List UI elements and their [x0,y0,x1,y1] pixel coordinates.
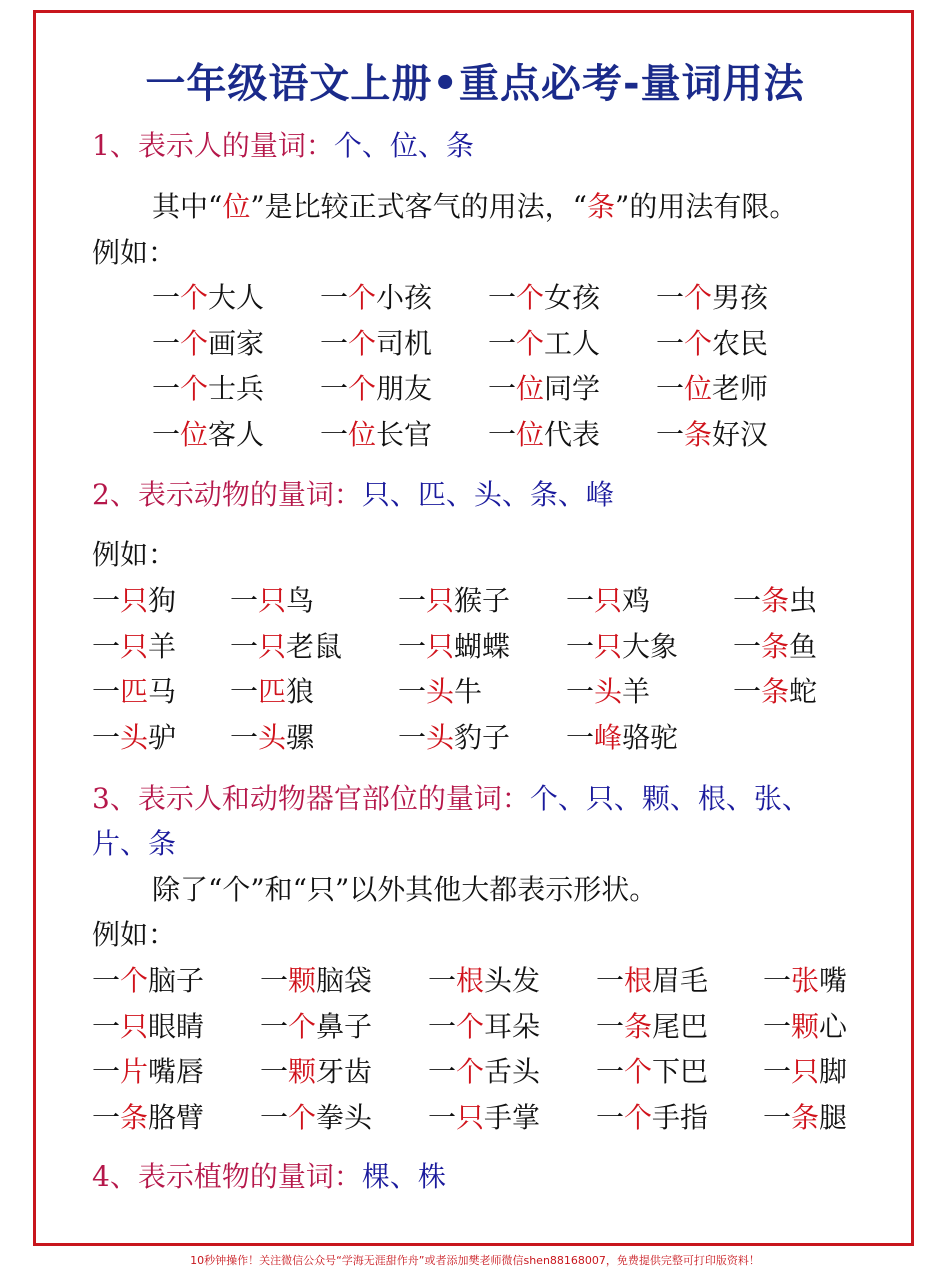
noun: 长官 [376,417,433,451]
numeral: 一 [763,1100,792,1134]
section-1-example-label: 例如： [92,236,177,269]
example-item [260,964,373,997]
page-title: 一年级语文上册•重点必考-量词用法 [145,61,805,107]
example-item [230,629,343,663]
measure-word: 个 [456,1009,485,1043]
numeral: 一 [92,1055,121,1088]
example-item [656,326,769,360]
measure-word: 位 [180,417,209,451]
numeral: 一 [596,1100,625,1134]
numeral: 一 [596,1009,625,1043]
example-item [656,281,769,314]
measure-word: 只 [594,629,623,663]
measure-word: 个 [516,281,545,314]
numeral: 一 [596,964,625,997]
example-item [92,1100,205,1134]
noun: 耳朵 [484,1009,541,1043]
measure-word: 只 [594,584,623,617]
measure-word: 只 [426,584,455,617]
section-1-label: 1、表示人的量词： [92,129,334,162]
numeral: 一 [320,281,349,314]
example-item [230,720,315,754]
noun: 胳臂 [148,1100,205,1134]
example-item [152,281,265,314]
measure-word: 个 [348,326,377,360]
noun: 嘴 [819,964,848,997]
noun: 工人 [544,326,601,360]
example-item [566,675,651,708]
example-item [320,326,433,360]
numeral: 一 [566,629,595,663]
example-item [92,629,177,663]
measure-word: 匹 [120,675,149,708]
measure-word: 片 [120,1055,149,1088]
example-item [152,326,265,360]
measure-word: 个 [348,372,377,405]
measure-word: 个 [120,964,149,997]
numeral: 一 [428,964,457,997]
example-item [260,1100,373,1134]
numeral: 一 [488,281,517,314]
section-3-label: 3、表示人和动物器官部位的量词： [92,782,530,815]
example-item [596,1055,709,1088]
section-1-note: 其中“位”是比较正式客气的用法，“条”的用法有限。 [152,190,798,223]
example-item [260,1055,373,1088]
measure-word: 根 [624,964,653,997]
measure-word: 只 [791,1055,820,1088]
measure-word: 只 [258,629,287,663]
measure-word: 张 [791,964,820,997]
measure-word: 个 [180,372,209,405]
example-item [656,372,769,405]
noun: 好汉 [712,417,769,451]
numeral: 一 [488,326,517,360]
numeral: 一 [152,372,181,405]
section-2-label: 2、表示动物的量词： [92,478,362,511]
example-item [92,1055,205,1088]
measure-word: 只 [258,584,287,617]
example-item [92,964,205,997]
numeral: 一 [398,675,427,708]
example-item [92,584,177,617]
noun: 鸟 [286,584,315,617]
example-item [320,372,433,405]
numeral: 一 [733,584,762,617]
measure-word: 个 [684,281,713,314]
numeral: 一 [596,1055,625,1088]
example-item [92,675,177,708]
numeral: 一 [260,1009,289,1043]
numeral: 一 [398,720,427,754]
noun: 鱼 [789,629,818,663]
numeral: 一 [656,417,685,451]
example-item [763,1055,848,1088]
noun: 小孩 [376,281,433,314]
noun: 同学 [544,372,601,405]
numeral: 一 [733,675,762,708]
numeral: 一 [230,720,259,754]
noun: 豹子 [454,720,511,754]
section-2-measure-words: 只、匹、头、条、峰 [361,478,614,511]
measure-word: 头 [258,720,287,754]
measure-word: 个 [624,1055,653,1088]
measure-word: 个 [624,1100,653,1134]
example-item [230,584,315,617]
noun: 士兵 [208,372,265,405]
noun: 马 [148,675,177,708]
example-item [398,584,511,617]
measure-word: 个 [180,326,209,360]
noun: 男孩 [712,281,769,314]
example-item [566,584,651,617]
measure-word: 位 [684,372,713,405]
numeral: 一 [92,964,121,997]
noun: 大人 [208,281,265,314]
example-item [92,1009,205,1043]
measure-word: 只 [120,1009,149,1043]
numeral: 一 [428,1055,457,1088]
noun: 牙齿 [316,1055,373,1088]
example-item [398,675,483,708]
example-item [230,675,315,708]
section-2-heading [92,478,614,511]
numeral: 一 [92,675,121,708]
numeral: 一 [320,372,349,405]
numeral: 一 [763,1009,792,1043]
measure-word: 头 [594,675,623,708]
example-item [488,372,601,405]
noun: 脑袋 [316,964,373,997]
noun: 脚 [819,1055,848,1088]
noun: 代表 [544,417,601,451]
note-word-tiao: 条 [586,190,615,223]
measure-word: 条 [791,1100,820,1134]
section-3-measure-words: 个、只、颗、根、张、 [529,782,810,815]
noun: 虫 [789,584,818,617]
measure-word: 个 [684,326,713,360]
measure-word: 条 [684,417,713,451]
example-item [320,417,433,451]
noun: 鸡 [622,584,651,617]
numeral: 一 [398,629,427,663]
example-item [763,1009,848,1043]
noun: 客人 [208,417,265,451]
noun: 心 [819,1009,848,1043]
measure-word: 只 [120,629,149,663]
noun: 脑子 [148,964,205,997]
noun: 手指 [652,1100,709,1134]
example-item [596,964,709,997]
numeral: 一 [230,629,259,663]
section-3-measure-words-cont: 片、条 [92,827,177,860]
noun: 蝴蝶 [454,629,511,663]
example-item [656,417,769,451]
noun: 头发 [484,964,541,997]
numeral: 一 [152,281,181,314]
numeral: 一 [230,584,259,617]
example-item [488,417,601,451]
numeral: 一 [763,964,792,997]
section-3-note: 除了“个”和“只”以外其他大都表示形状。 [152,873,658,906]
numeral: 一 [656,281,685,314]
example-item [763,1100,848,1134]
numeral: 一 [428,1009,457,1043]
noun: 拳头 [316,1100,373,1134]
section-4-label: 4、表示植物的量词： [92,1160,362,1193]
noun: 骆驼 [622,720,679,754]
footer-note: 10秒钟操作！关注微信公众号“学海无涯甜作舟”或者添加樊老师微信shen88168007，免费提供完整可打印版资料！ [190,1254,760,1267]
numeral: 一 [260,964,289,997]
example-item [733,584,818,617]
noun: 羊 [148,629,177,663]
noun: 手掌 [484,1100,541,1134]
numeral: 一 [733,629,762,663]
measure-word: 头 [426,720,455,754]
example-item [428,1100,541,1134]
measure-word: 个 [516,326,545,360]
measure-word: 匹 [258,675,287,708]
numeral: 一 [92,720,121,754]
noun: 老师 [712,372,769,405]
numeral: 一 [398,584,427,617]
numeral: 一 [566,720,595,754]
numeral: 一 [92,629,121,663]
numeral: 一 [92,584,121,617]
example-item [398,720,511,754]
numeral: 一 [320,326,349,360]
numeral: 一 [320,417,349,451]
noun: 驴 [148,720,177,754]
measure-word: 个 [288,1009,317,1043]
noun: 司机 [376,326,433,360]
example-item [488,326,601,360]
measure-word: 只 [456,1100,485,1134]
measure-word: 条 [761,675,790,708]
noun: 尾巴 [652,1009,709,1043]
measure-word: 个 [180,281,209,314]
numeral: 一 [763,1055,792,1088]
measure-word: 颗 [288,964,317,997]
example-item [92,720,177,754]
noun: 眉毛 [652,964,709,997]
noun: 朋友 [376,372,433,405]
measure-word: 位 [516,417,545,451]
section-2-example-label: 例如： [92,538,177,571]
example-item [596,1009,709,1043]
example-item [320,281,433,314]
section-1-heading [92,129,474,162]
noun: 骡 [286,720,315,754]
measure-word: 条 [624,1009,653,1043]
numeral: 一 [428,1100,457,1134]
note-word-wei: 位 [222,190,251,223]
numeral: 一 [92,1100,121,1134]
example-item [428,964,541,997]
section-1-measure-words: 个、位、条 [333,129,474,162]
example-item [566,629,679,663]
example-item [152,417,265,451]
example-item [152,372,265,405]
example-item [566,720,679,754]
numeral: 一 [566,584,595,617]
numeral: 一 [488,372,517,405]
section-4-heading [92,1160,446,1193]
section-3-example-label: 例如： [92,918,177,951]
example-item [733,675,818,708]
noun: 舌头 [484,1055,541,1088]
numeral: 一 [656,326,685,360]
measure-word: 条 [761,629,790,663]
noun: 画家 [208,326,265,360]
noun: 下巴 [652,1055,709,1088]
example-item [260,1009,373,1043]
measure-word: 峰 [594,720,623,754]
noun: 狗 [148,584,177,617]
example-item [428,1055,541,1088]
noun: 羊 [622,675,651,708]
section-3-heading [92,782,810,815]
measure-word: 颗 [791,1009,820,1043]
noun: 狼 [286,675,315,708]
noun: 牛 [454,675,483,708]
measure-word: 头 [120,720,149,754]
noun: 老鼠 [286,629,343,663]
example-item [488,281,601,314]
example-item [398,629,511,663]
example-item [733,629,818,663]
numeral: 一 [230,675,259,708]
noun: 眼睛 [148,1009,205,1043]
numeral: 一 [260,1055,289,1088]
numeral: 一 [656,372,685,405]
example-item [428,1009,541,1043]
measure-word: 只 [120,584,149,617]
noun: 女孩 [544,281,601,314]
numeral: 一 [488,417,517,451]
measure-word: 根 [456,964,485,997]
example-item [596,1100,709,1134]
noun: 猴子 [454,584,511,617]
example-item [763,964,848,997]
measure-word: 位 [516,372,545,405]
noun: 大象 [622,629,679,663]
measure-word: 个 [348,281,377,314]
measure-word: 条 [120,1100,149,1134]
noun: 农民 [712,326,769,360]
measure-word: 只 [426,629,455,663]
measure-word: 条 [761,584,790,617]
measure-word: 个 [288,1100,317,1134]
numeral: 一 [566,675,595,708]
numeral: 一 [152,417,181,451]
noun: 鼻子 [316,1009,373,1043]
measure-word: 位 [348,417,377,451]
numeral: 一 [152,326,181,360]
numeral: 一 [92,1009,121,1043]
noun: 嘴唇 [148,1055,205,1088]
noun: 腿 [819,1100,848,1134]
measure-word: 个 [456,1055,485,1088]
measure-word: 头 [426,675,455,708]
noun: 蛇 [789,675,818,708]
numeral: 一 [260,1100,289,1134]
measure-word: 颗 [288,1055,317,1088]
section-4-measure-words: 棵、株 [361,1160,446,1193]
